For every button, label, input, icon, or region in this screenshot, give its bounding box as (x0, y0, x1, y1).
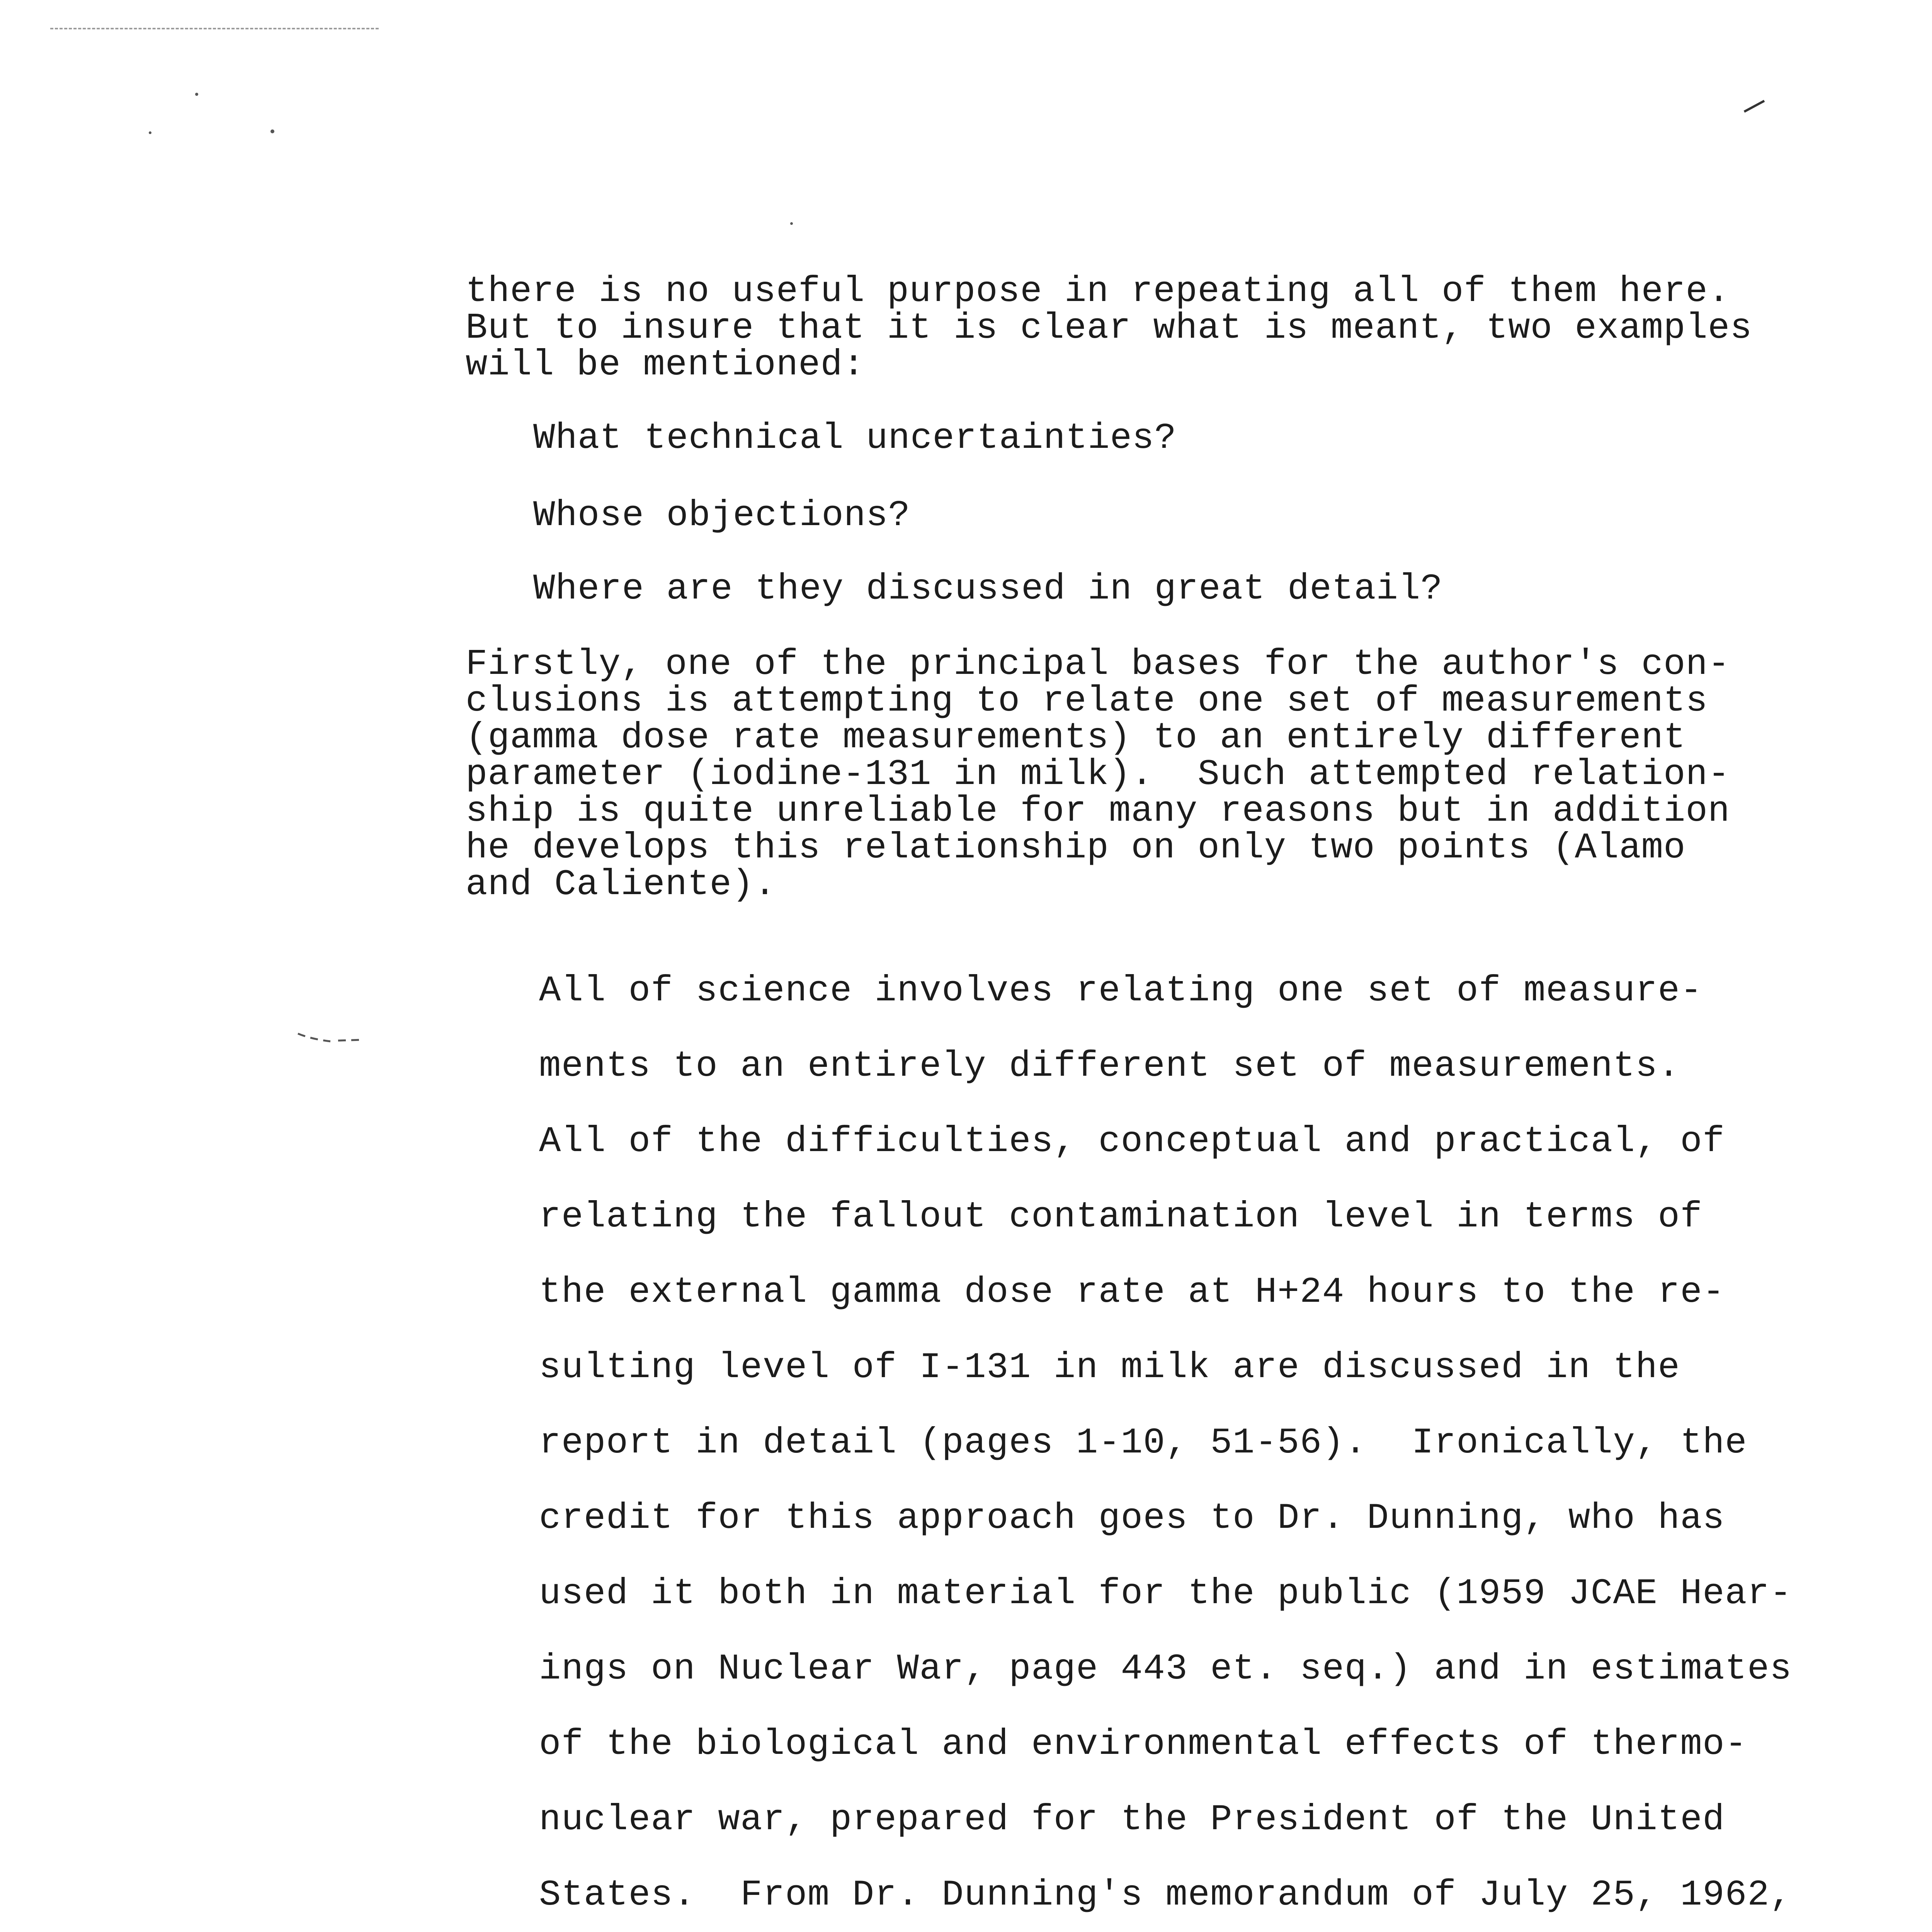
response-line: All of science involves relating one set of measure- (539, 971, 1703, 1012)
response-line: used it both in material for the public (1959 JCAE Hear- (539, 1573, 1792, 1614)
response-line: sulting level of I-131 in milk are discussed in the (539, 1347, 1680, 1388)
response-line: of the biological and environmental effects of thermo- (539, 1724, 1748, 1765)
scan-speck (195, 93, 198, 96)
quoted-paragraph-line: Firstly, one of the principal bases for the author's con- (466, 644, 1730, 685)
scan-speck (790, 222, 793, 225)
quoted-line: there is no useful purpose in repeating all of them here. (466, 271, 1730, 312)
quoted-paragraph-line: clusions is attempting to relate one set of measurements (466, 681, 1708, 722)
quoted-paragraph-line: parameter (iodine-131 in milk). Such attempted relation- (466, 754, 1730, 795)
quoted-line: But to insure that it is clear what is meant, two examples (466, 308, 1752, 349)
response-line: States. From Dr. Dunning's memorandum of July 25, 1962, (539, 1875, 1792, 1916)
quoted-paragraph-line: he develops this relationship on only two points (Alamo (466, 828, 1686, 869)
scan-stroke (1743, 99, 1766, 114)
question-line: Whose objections? (533, 495, 910, 536)
response-line: ings on Nuclear War, page 443 et. seq.) and in estimates (539, 1649, 1792, 1690)
scan-stroke (296, 1030, 365, 1045)
response-line: the external gamma dose rate at H+24 hours to the re- (539, 1272, 1725, 1313)
scan-speck (149, 131, 151, 134)
response-line: report in detail (pages 1-10, 51-56). Ironically, the (539, 1423, 1748, 1464)
response-line: ments to an entirely different set of measurements. (539, 1046, 1680, 1087)
question-line: What technical uncertainties? (533, 418, 1177, 459)
question-line: Where are they discussed in great detail? (533, 569, 1443, 610)
response-line: credit for this approach goes to Dr. Dunning, who has (539, 1498, 1725, 1539)
quoted-paragraph-line: and Caliente). (466, 864, 776, 905)
response-line: nuclear war, prepared for the President of the United (539, 1799, 1725, 1840)
response-line: All of the difficulties, conceptual and practical, of (539, 1121, 1725, 1162)
quoted-line: will be mentioned: (466, 345, 865, 386)
quoted-paragraph-line: ship is quite unreliable for many reasons but in addition (466, 791, 1730, 832)
response-line: relating the fallout contamination level in terms of (539, 1197, 1703, 1238)
scan-speck (270, 129, 274, 133)
quoted-paragraph-line: (gamma dose rate measurements) to an entirely different (466, 718, 1686, 759)
scan-edge-mark (50, 28, 379, 29)
